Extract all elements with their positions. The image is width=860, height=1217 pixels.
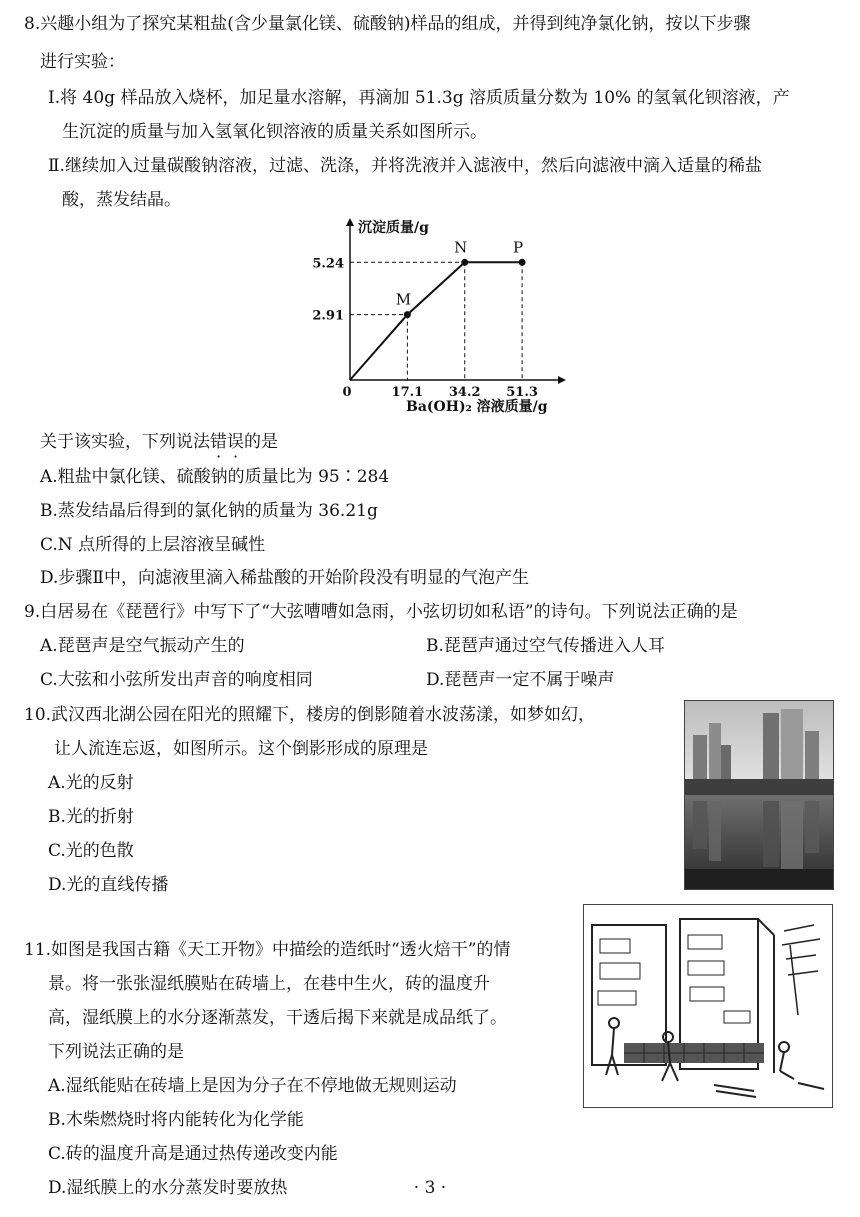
q10-option-c: C.光的色散 <box>48 841 134 861</box>
y-axis-arrow <box>346 218 354 226</box>
q9-stem: 9.白居易在《琵琶行》中写下了“大弦嘈嘈如急雨，小弦切切如私语”的诗句。下列说法正确的是 <box>24 602 738 622</box>
q8-question-prefix: 关于该实验，下列说法 <box>40 432 210 452</box>
q11-option-c: C.砖的温度升高是通过热传递改变内能 <box>48 1144 338 1164</box>
q11-stem-line3: 高，湿纸膜上的水分逐渐蒸发，干透后揭下来就是成品纸了。 <box>48 1008 507 1028</box>
q8-step1-line2: 生沉淀的质量与加入氢氧化钡溶液的质量关系如图所示。 <box>62 122 487 142</box>
y-tick-label: 2.91 <box>312 308 344 324</box>
point-p <box>519 259 526 266</box>
q9-option-c: C.大弦和小弦所发出声音的响度相同 <box>40 670 313 690</box>
y-tick-label: 5.24 <box>312 256 344 272</box>
q9-option-b: B.琵琶声通过空气传播进入人耳 <box>426 636 665 656</box>
x-axis-label: Ba(OH)₂ 溶液质量/g <box>406 399 548 415</box>
q8-option-c: C.N 点所得的上层溶液呈碱性 <box>40 535 266 555</box>
q10-stem-line2: 让人流连忘返，如图所示。这个倒影形成的原理是 <box>54 739 428 759</box>
q8-question-suffix: 的是 <box>244 432 278 452</box>
q11-stem-line1: 11.如图是我国古籍《天工开物》中描绘的造纸时“透火焙干”的情 <box>24 940 511 960</box>
q11-stem-line4: 下列说法正确的是 <box>48 1042 184 1062</box>
q8-step1-line1: Ⅰ.将 40g 样品放入烧杯，加足量水溶解，再滴加 51.3g 溶质质量分数为 10% 的氢氧化钡溶液，产 <box>48 88 790 108</box>
point-m <box>404 311 411 318</box>
q8-emphasis-char-2: 误 <box>227 432 244 452</box>
q11-option-d: D.湿纸膜上的水分蒸发时要放热 <box>48 1178 288 1198</box>
precipitate-mass-chart <box>300 212 570 422</box>
series-line <box>350 262 522 380</box>
x-tick-label: 34.2 <box>448 385 481 400</box>
x-tick-label: 51.3 <box>506 385 538 400</box>
q8-question <box>40 430 278 454</box>
point-label-n: N <box>454 238 468 257</box>
q11-option-b: B.木柴燃烧时将内能转化为化学能 <box>48 1110 304 1130</box>
q10-option-b: B.光的折射 <box>48 807 134 827</box>
lake-reflection-photo <box>684 700 834 890</box>
x-tick-label: 17.1 <box>391 385 424 400</box>
x-axis-arrow <box>558 376 566 384</box>
point-n <box>461 259 468 266</box>
point-label-m: M <box>395 290 412 309</box>
q10-option-d: D.光的直线传播 <box>48 875 169 895</box>
y-axis-label: 沉淀质量/g <box>358 220 429 236</box>
q10-option-a: A.光的反射 <box>48 773 134 793</box>
paper-drying-illustration <box>583 904 833 1108</box>
q8-step2-line1: Ⅱ.继续加入过量碳酸钠溶液，过滤、洗涤，并将洗液并入滤液中，然后向滤液中滴入适量的稀盐 <box>48 156 762 176</box>
q8-stem-line2: 进行实验： <box>40 52 125 72</box>
q8-stem-line1: 8.兴趣小组为了探究某粗盐(含少量氯化镁、硫酸钠)样品的组成，并得到纯净氯化钠，按以下步骤 <box>24 14 751 34</box>
q9-option-d: D.琵琶声一定不属于噪声 <box>426 670 615 690</box>
point-label-p: P <box>513 238 524 257</box>
q8-emphasis-char-1: 错 <box>210 432 227 452</box>
page-number: · 3 · <box>413 1178 447 1198</box>
q9-option-a: A.琵琶声是空气振动产生的 <box>40 636 245 656</box>
q11-option-a: A.湿纸能贴在砖墙上是因为分子在不停地做无规则运动 <box>48 1076 457 1096</box>
origin-label: 0 <box>342 385 352 400</box>
q8-option-d: D.步骤Ⅱ中，向滤液里滴入稀盐酸的开始阶段没有明显的气泡产生 <box>40 568 529 588</box>
q8-step2-line2: 酸，蒸发结晶。 <box>62 190 181 210</box>
q8-option-a: A.粗盐中氯化镁、硫酸钠的质量比为 95∶284 <box>40 467 390 487</box>
q11-stem-line2: 景。将一张张湿纸膜贴在砖墙上，在巷中生火，砖的温度升 <box>48 974 490 994</box>
q8-option-b: B.蒸发结晶后得到的氯化钠的质量为 36.21g <box>40 501 378 521</box>
q10-stem-line1: 10.武汉西北湖公园在阳光的照耀下，楼房的倒影随着水波荡漾，如梦如幻， <box>24 705 596 725</box>
